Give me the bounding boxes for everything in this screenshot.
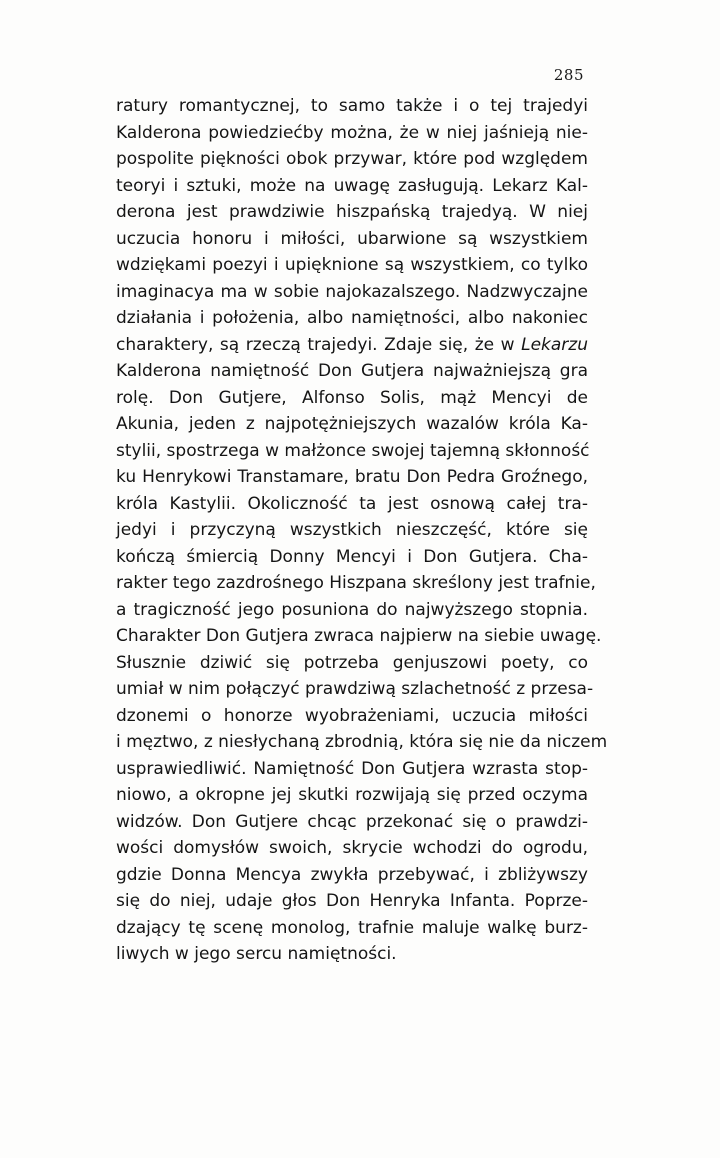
text-line: Słusznie dziwić się potrzeba genjuszowi poety, co xyxy=(116,652,588,673)
text-line: działania i położenia, albo namiętności, albo nakoniec xyxy=(116,308,588,328)
text-line: pospolite piękności obok przywar, które pod względem xyxy=(116,149,588,169)
text-line: a tragiczność jego posuniona do najwyższego stopnia. xyxy=(116,599,588,620)
text-line: rolę. Don Gutjere, Alfonso Solis, mąż Mencyi de xyxy=(116,387,588,408)
text-line: uczucia honoru i miłości, ubarwione są wszystkiem xyxy=(116,228,588,249)
text-line: dzonemi o honorze wyobrażeniami, uczucia miłości xyxy=(116,705,588,726)
text-line: imaginacya ma w sobie najokazalszego. Nadzwyczajne xyxy=(116,281,588,302)
text-line: widzów. Don Gutjere chcąc przekonać się o prawdzi- xyxy=(116,811,588,832)
text-line: wdziękami poezyi i upięknione są wszystkiem, co tylko xyxy=(116,255,588,275)
text-line: usprawiedliwić. Namiętność Don Gutjera wzrasta stop- xyxy=(116,758,588,779)
text-line: Kalderona namiętność Don Gutjera najważniejszą gra xyxy=(116,361,588,381)
text-line: liwych w jego sercu namiętności. xyxy=(116,944,397,964)
text-line: Akunia, jeden z najpotężniejszych wazalów króla Ka- xyxy=(116,414,588,434)
text-line: wości domysłów swoich, skrycie wchodzi do ogrodu, xyxy=(116,838,588,858)
text-line: Kalderona powiedziećby można, że w niej jaśnieją nie- xyxy=(116,122,588,143)
text-line: rakter tego zazdrośnego Hiszpana skreślony jest trafnie, xyxy=(116,573,596,593)
text-line: charaktery, są rzeczą trajedyi. Zdaje się, że w Lekarzu xyxy=(116,334,588,355)
text-line: derona jest prawdziwie hiszpańską trajedyą. W niej xyxy=(116,202,588,222)
text-line: i męztwo, z niesłychaną zbrodnią, która się nie da niczem xyxy=(116,732,608,752)
text-line: ku Henrykowi Transtamare, bratu Don Pedra Groźnego, xyxy=(116,467,588,487)
text-line: umiał w nim połączyć prawdziwą szlachetność z przesa- xyxy=(116,679,594,699)
page-body-text xyxy=(116,93,608,968)
text-line: dzający tę scenę monolog, trafnie maluje walkę burz- xyxy=(116,917,588,938)
text-line: stylii, spostrzega w małżonce swojej tajemną skłonność xyxy=(116,440,590,461)
text-line: króla Kastylii. Okoliczność ta jest osnową całej tra- xyxy=(116,493,588,514)
text-line: kończą śmiercią Donny Mencyi i Don Gutjera. Cha- xyxy=(116,546,588,567)
text-line: jedyi i przyczyną wszystkich nieszczęść, które się xyxy=(116,520,588,540)
text-line: się do niej, udaje głos Don Henryka Infanta. Poprze- xyxy=(116,891,588,911)
page-number: 285 xyxy=(553,66,584,84)
text-line: niowo, a okropne jej skutki rozwijają się przed oczyma xyxy=(116,785,588,805)
text-line: ratury romantycznej, to samo także i o tej trajedyi xyxy=(116,96,588,116)
text-line: Charakter Don Gutjera zwraca najpierw na siebie uwagę. xyxy=(116,626,602,646)
text-line: gdzie Donna Mencya zwykła przebywać, i zbliżywszy xyxy=(116,864,588,885)
text-line: teoryi i sztuki, może na uwagę zasługują. Lekarz Kal- xyxy=(116,175,588,196)
italic-title: Lekarzu xyxy=(521,334,588,355)
